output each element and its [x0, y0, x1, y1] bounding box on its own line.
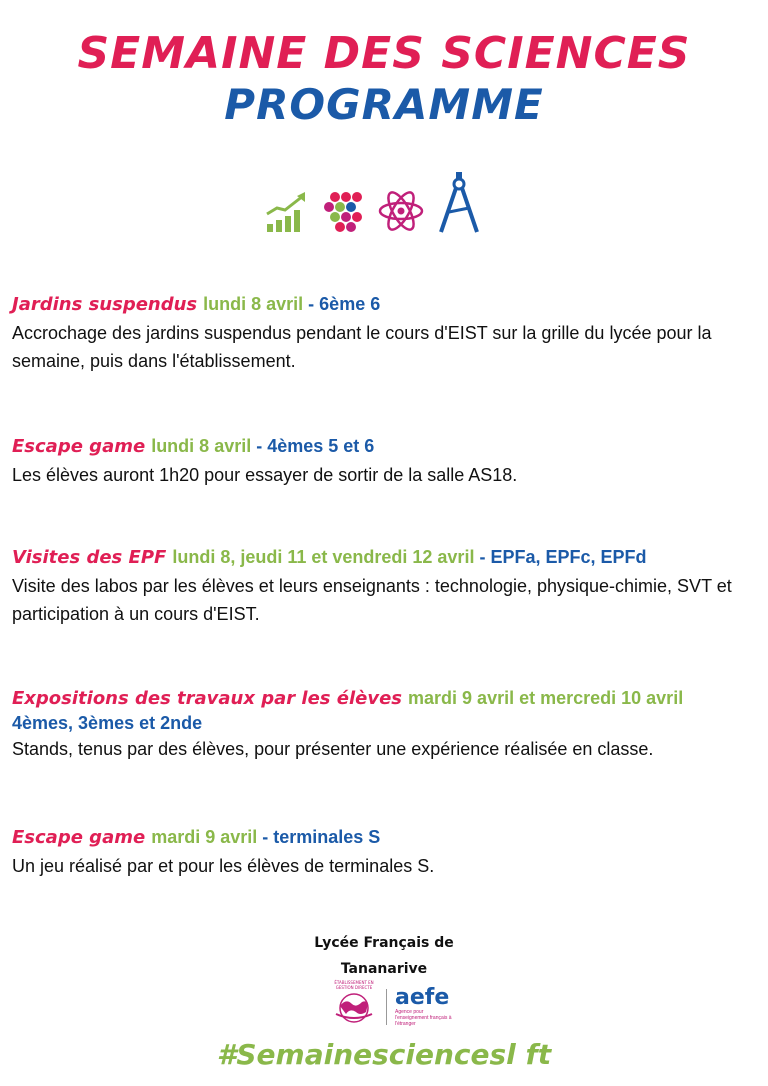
school-name-line1: Lycée Français de — [314, 935, 454, 951]
event-date: mardi 9 avril — [151, 827, 258, 847]
event-separator: - — [474, 547, 491, 567]
school-name-line2: Tananarive — [340, 961, 428, 977]
atom-icon — [377, 188, 425, 234]
event-date: lundi 8 avril — [151, 436, 252, 456]
page-subtitle: PROGRAMME — [224, 80, 544, 129]
aefe-word: aefe — [395, 984, 450, 1010]
world-map-icon — [330, 984, 378, 1024]
event-description: Les élèves auront 1h20 pour essayer de sortir de la salle AS18. — [12, 465, 518, 485]
event-jardins-suspendus — [12, 292, 760, 375]
event-date: mardi 9 avril et mercredi 10 avril — [408, 688, 684, 708]
event-heading — [12, 686, 760, 711]
aefe-logo — [330, 980, 455, 1029]
logo-divider — [386, 989, 387, 1025]
aefe-wordmark — [395, 984, 455, 1027]
event-separator: - — [257, 827, 274, 847]
event-heading — [12, 545, 760, 570]
event-description: Un jeu réalisé par et pour les élèves de terminales S. — [12, 856, 435, 876]
event-separator: - — [251, 436, 268, 456]
event-name: Escape game — [12, 827, 146, 848]
drawing-compass-icon — [437, 172, 481, 234]
event-description: Stands, tenus par des élèves, pour présenter une expérience réalisée en classe. — [12, 739, 654, 759]
event-visites-epf — [12, 545, 760, 628]
event-date: lundi 8, jeudi 11 et vendredi 12 avril — [172, 547, 475, 567]
event-classes: terminales S — [273, 827, 381, 847]
event-escape-game-2 — [12, 825, 760, 880]
event-description: Visite des labos par les élèves et leurs enseignants : technologie, physique-chimie, SVT et participation à un cours d'EIST. — [12, 576, 732, 624]
event-expositions — [12, 686, 760, 763]
event-heading — [12, 434, 760, 459]
event-separator: - — [303, 294, 320, 314]
page-title: SEMAINE DES SCIENCES — [77, 28, 691, 79]
event-description: Accrochage des jardins suspendus pendant le cours d'EIST sur la grille du lycée pour la semaine, puis dans l'établissement. — [12, 323, 712, 371]
event-name: Expositions des travaux par les élèves — [12, 688, 403, 709]
event-classes: 4èmes 5 et 6 — [267, 436, 375, 456]
science-icons — [265, 172, 481, 234]
event-classes: 4èmes, 3èmes et 2nde — [12, 713, 203, 733]
event-heading — [12, 292, 760, 317]
event-heading — [12, 825, 760, 850]
school-name — [0, 930, 768, 982]
event-escape-game-1 — [12, 434, 760, 489]
stamp-text: ÉTABLISSEMENT EN GESTION DIRECTE — [334, 980, 374, 990]
event-name: Visites des EPF — [12, 547, 167, 568]
event-name: Jardins suspendus — [12, 294, 198, 315]
event-name: Escape game — [12, 436, 146, 457]
event-date: lundi 8 avril — [203, 294, 304, 314]
gestion-directe-stamp — [330, 980, 378, 1029]
hashtag: #Semainesciencesl ft — [216, 1038, 552, 1071]
hexagon-molecule-icon — [321, 188, 365, 234]
event-classes: EPFa, EPFc, EPFd — [490, 547, 647, 567]
event-classes: 6ème 6 — [319, 294, 381, 314]
growth-chart-icon — [265, 188, 309, 234]
aefe-subtitle: Agence pour l'enseignement français à l'étranger — [395, 1008, 452, 1027]
